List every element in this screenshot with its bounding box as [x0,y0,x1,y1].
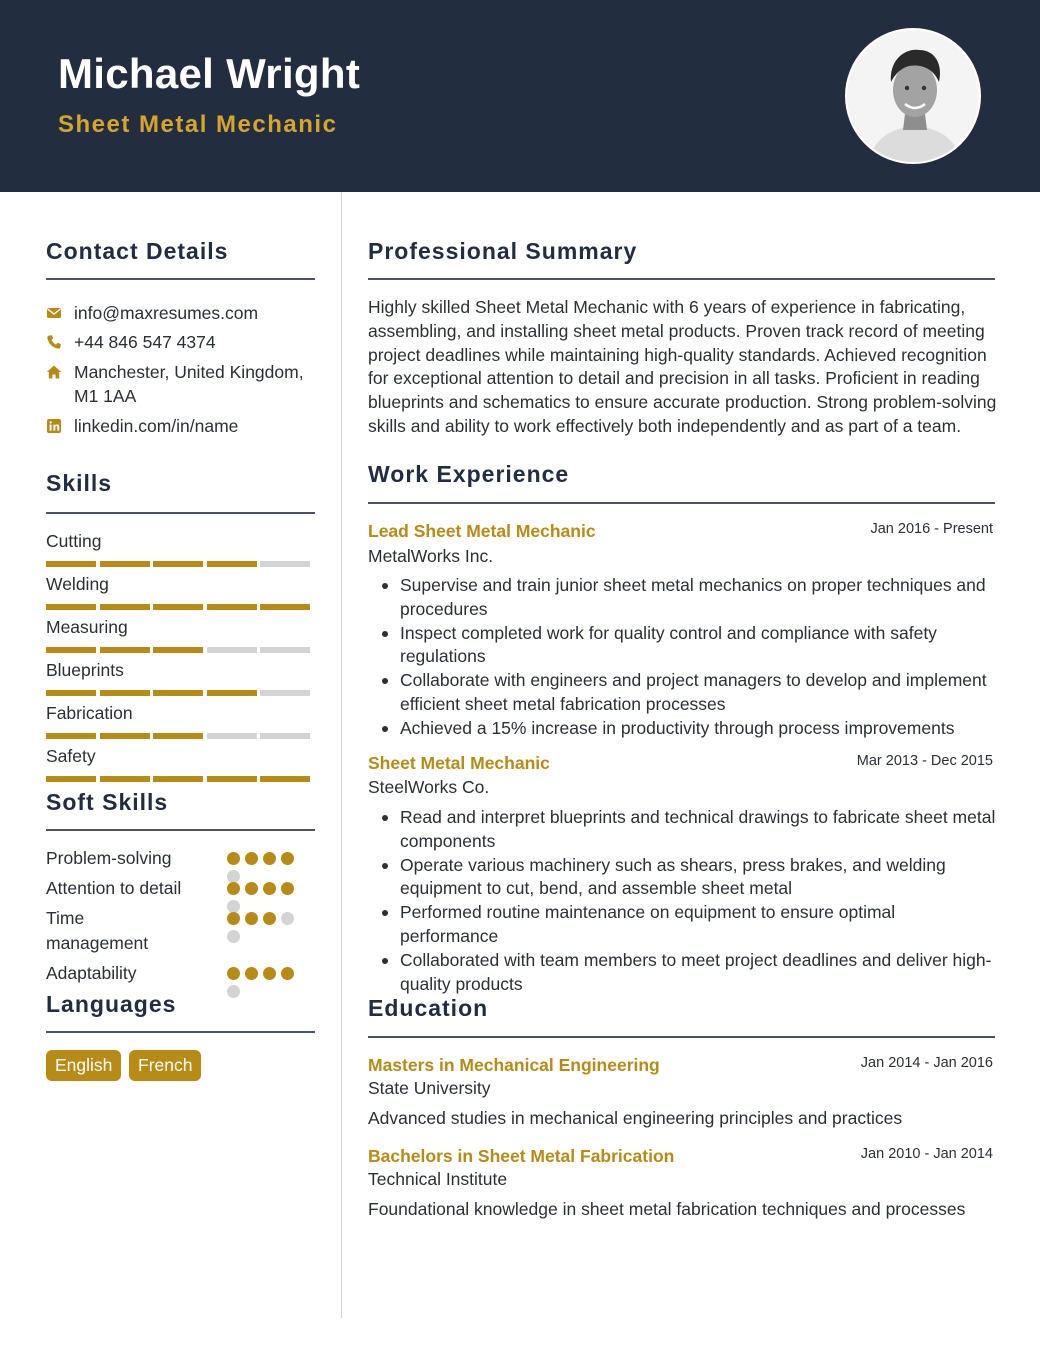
language-pill: French [129,1050,201,1081]
soft-skill-dot [263,882,276,895]
skill-level-bar [46,690,310,696]
contact-email[interactable] [46,301,316,325]
soft-skill-label: Problem-solving [46,848,172,868]
skill-level-segment [46,776,96,782]
skill-level-bar [46,647,310,653]
skill-label: Welding [46,574,109,594]
experience-rule [368,502,995,504]
degree-description: Advanced studies in mechanical engineering principles and practices [368,1108,903,1128]
soft-skills-heading: Soft Skills [46,789,169,815]
contact-address [46,360,316,408]
soft-skill-dot [263,912,276,925]
soft-skills-rule [46,829,315,831]
skill-level-bar [46,561,310,567]
summary-rule [368,278,995,280]
soft-skill-dot [227,985,240,998]
job-bullet: Collaborate with engineers and project managers to develop and implement efficient sheet metal fabrication processes [368,669,998,717]
job-date: Mar 2013 - Dec 2015 [856,753,993,769]
soft-skill-dot [245,882,258,895]
job-company: MetalWorks Inc. [368,546,494,566]
soft-skill-dot [227,852,240,865]
skill-label: Cutting [46,531,102,551]
contact-address-text: Manchester, United Kingdom, M1 1AA [74,362,304,406]
skill-level-segment [100,561,150,567]
skill-level-segment [46,733,96,739]
skill-level-segment [207,776,257,782]
skill-level-segment [153,561,203,567]
soft-skill-label: Attention to detail [46,878,182,898]
soft-skill-dot [227,882,240,895]
skill-level-segment [207,733,257,739]
soft-skill-dot [281,882,294,895]
contact-phone-text: +44 846 547 4374 [74,332,216,352]
skill-level-segment [46,690,96,696]
candidate-name: Michael Wright [58,50,361,97]
phone-icon [46,330,74,354]
skill-level-segment [153,604,203,610]
skill-level-segment [153,776,203,782]
soft-skill-dot [245,967,258,980]
job-bullet: Operate various machinery such as shears, press brakes, and welding equipment to cut, bend, and assemble sheet metal [368,854,998,902]
soft-skill-dot [227,912,240,925]
contact-email-text: info@maxresumes.com [74,303,259,323]
skill-label: Safety [46,746,96,766]
job-bullet: Inspect completed work for quality control and compliance with safety regulations [368,622,998,670]
job-company: SteelWorks Co. [368,777,490,797]
education-rule [368,1036,995,1038]
job-bullet: Read and interpret blueprints and technical drawings to fabricate sheet metal components [368,806,998,854]
skills-rule [46,512,315,514]
skill-level-segment [100,776,150,782]
languages-rule [46,1031,315,1033]
degree-title: Masters in Mechanical Engineering [368,1055,660,1075]
soft-skill-dot [227,967,240,980]
job-bullet: Collaborated with team members to meet project deadlines and deliver high-quality products [368,949,998,997]
soft-skill-dot [281,912,294,925]
soft-skill-label: Adaptability [46,963,137,983]
skill-label: Blueprints [46,660,124,680]
job-bullets [368,574,998,741]
skill-level-segment [100,647,150,653]
contact-phone[interactable] [46,330,316,354]
contact-heading: Contact Details [46,238,229,264]
degree-description: Foundational knowledge in sheet metal fabrication techniques and processes [368,1199,966,1219]
candidate-title: Sheet Metal Mechanic [58,111,338,138]
contact-linkedin-text: linkedin.com/in/name [74,416,239,436]
skill-level-segment [260,733,310,739]
education-heading: Education [368,995,489,1021]
skill-level-bar [46,604,310,610]
skill-level-segment [260,647,310,653]
skill-level-segment [46,604,96,610]
skill-level-segment [207,604,257,610]
soft-skill-dot [263,852,276,865]
job-bullet: Achieved a 15% increase in productivity through process improvements [368,717,998,741]
skill-level-segment [207,690,257,696]
soft-skill-dot [227,930,240,943]
job-bullet: Performed routine maintenance on equipment to ensure optimal performance [368,901,998,949]
job-bullet: Supervise and train junior sheet metal mechanics on proper techniques and procedures [368,574,998,622]
linkedin-icon [46,414,74,438]
soft-skill-dot [245,912,258,925]
job-role: Lead Sheet Metal Mechanic [368,521,596,541]
soft-skill-dot [263,967,276,980]
skill-label: Measuring [46,617,128,637]
skill-level-segment [100,604,150,610]
resume-header [0,0,1040,192]
home-icon [46,360,74,384]
skill-label: Fabrication [46,703,133,723]
contact-linkedin[interactable] [46,414,316,438]
job-date: Jan 2016 - Present [870,521,993,537]
column-divider [341,192,342,1318]
envelope-icon [46,301,74,325]
soft-skill-dot [281,967,294,980]
school-name: State University [368,1078,491,1098]
job-role: Sheet Metal Mechanic [368,753,550,773]
soft-skill-dot [245,852,258,865]
summary-text: Highly skilled Sheet Metal Mechanic with 6 years of experience in fabricating, assembling, and installing sheet metal products. Proven track record of meeting project deadlines while maintaining high-quality standards. Achieved recognition for exceptional attention to detail and precision in all tasks. Proficient in reading blueprints and schematics to ensure accurate production. Strong problem-solving skills and ability to work effectively both independently and as part of a team. [368,297,997,436]
skill-level-segment [260,561,310,567]
skill-level-segment [260,776,310,782]
soft-skill-dot [281,852,294,865]
skill-level-segment [100,690,150,696]
experience-heading: Work Experience [368,461,570,487]
skill-level-segment [260,690,310,696]
skills-heading: Skills [46,470,113,496]
skill-level-segment [207,561,257,567]
school-name: Technical Institute [368,1169,508,1189]
contact-rule [46,278,315,280]
skill-level-segment [153,733,203,739]
skill-level-bar [46,776,310,782]
skill-level-segment [207,647,257,653]
degree-date: Jan 2010 - Jan 2014 [860,1146,993,1162]
language-pill: English [46,1050,121,1081]
skill-level-segment [46,561,96,567]
skill-level-segment [260,604,310,610]
job-bullets [368,806,998,996]
skill-level-segment [153,647,203,653]
summary-heading: Professional Summary [368,238,638,264]
degree-date: Jan 2014 - Jan 2016 [860,1055,993,1071]
soft-skill-label: Time management [46,908,149,953]
degree-title: Bachelors in Sheet Metal Fabrication [368,1146,675,1166]
skill-level-segment [46,647,96,653]
skill-level-bar [46,733,310,739]
profile-photo [845,28,981,164]
skill-level-segment [100,733,150,739]
profile-photo-image [847,30,981,164]
skill-level-segment [153,690,203,696]
languages-heading: Languages [46,991,177,1017]
